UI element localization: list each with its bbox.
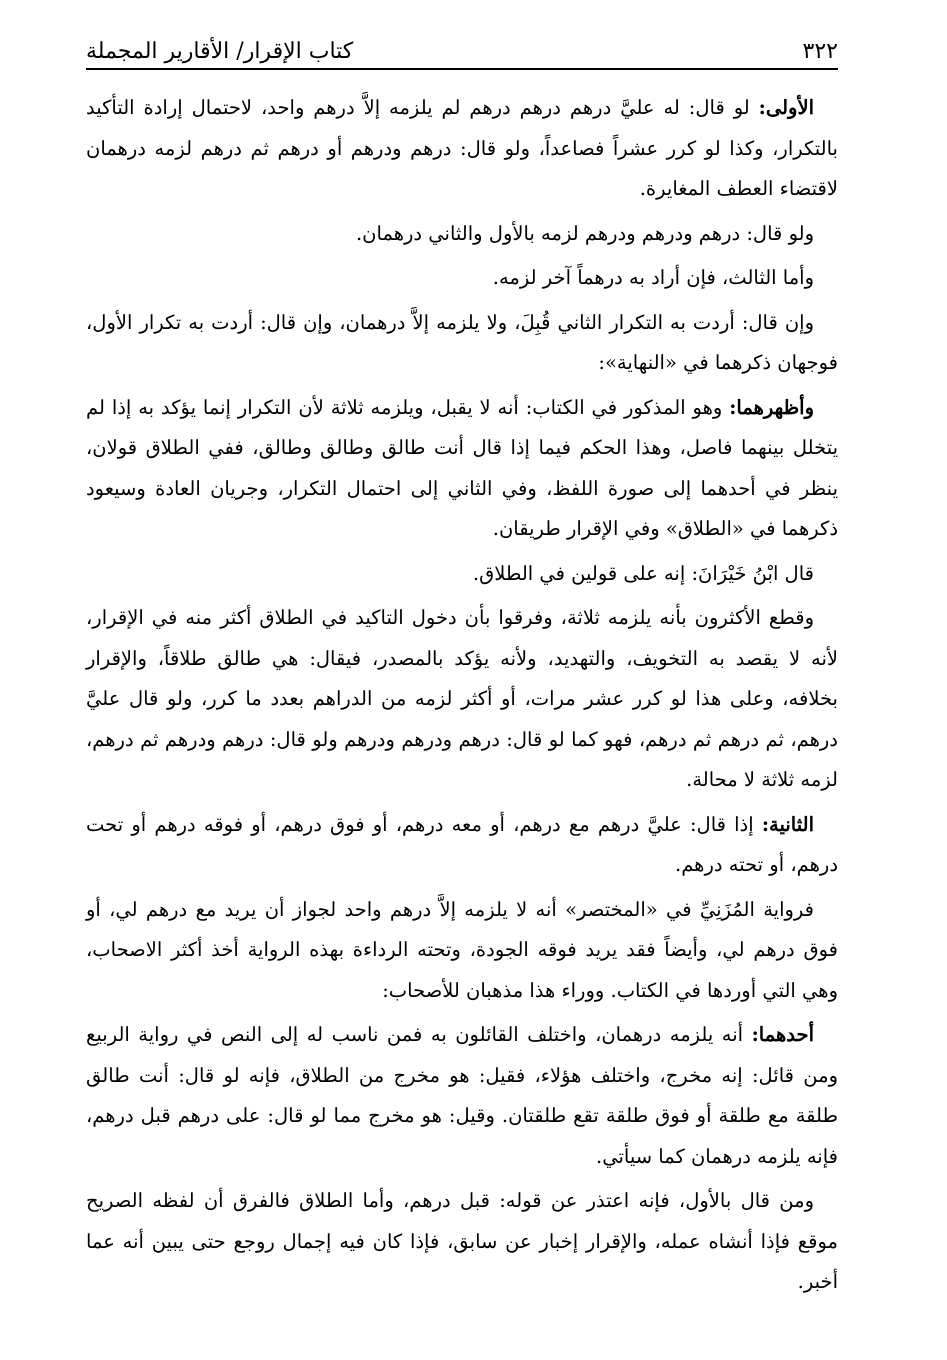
- paragraph: [86, 303, 838, 384]
- paragraph-text: وهو المذكور في الكتاب: أنه لا يقبل، ويلزمه ثلاثة لأن التكرار إنما يؤكد به إذا لم يتخلل بينهما فاصل، وهذا الحكم فيما إذا قال أنت طالق وطالق وطالق، ففي الطلاق قولان، ينظر في أحدهما إلى صورة اللفظ، وفي الثاني إلى احتمال التكرار، وجريان العادة وسيعود ذكرهما في «الطلاق» وفي الإقرار طريقان.: [86, 395, 838, 540]
- running-title: كتاب الإقرار/ الأقارير المجملة: [86, 39, 354, 64]
- paragraph: [86, 598, 838, 801]
- paragraph-text: وقطع الأكثرون بأنه يلزمه ثلاثة، وفرقوا بأن دخول التاكيد في الطلاق أكثر منه في الإقرار، لأنه لا يقصد به التخويف، والتهديد، ولأنه يؤكد بالمصدر، فيقال: هي طالق طلاقاً، والإقرار بخلافه، وعلى هذا لو كرر عشر مرات، أو أكثر لزمه من الدراهم بعدد ما كرر، ولو قال عليَّ درهم، ثم درهم ثم درهم، فهو كما لو قال: درهم ودرهم ودرهم ولو قال: درهم ودرهم ثم درهم، لزمه ثلاثة لا محالة.: [86, 606, 838, 791]
- paragraph: [86, 214, 838, 255]
- page-number: ٣٢٢: [802, 39, 838, 64]
- paragraph-lead: الثانية:: [761, 812, 814, 836]
- paragraph-text: وإن قال: أردت به التكرار الثاني قُبِلَ، ولا يلزمه إلاَّ درهمان، وإن قال: أردت به تكرار الأول، فوجهان ذكرهما في «النهاية»:: [86, 310, 838, 374]
- header-divider: [86, 68, 838, 70]
- paragraph: [86, 1181, 838, 1303]
- paragraph-text: ولو قال: درهم ودرهم ودرهم لزمه بالأول والثاني درهمان.: [355, 221, 814, 245]
- paragraph: [86, 1015, 838, 1177]
- paragraph-text: أنه يلزمه درهمان، واختلف القائلون به فمن ناسب له إلى النص في رواية الربيع ومن قائل: إنه مخرج، واختلف هؤلاء، فقيل: هو مخرج من الطلاق، فإنه لو قال: أنت طالق طلقة مع طلقة أو فوق طلقة تقع طلقتان. وقيل: هو مخرج مما لو قال: على درهم قبل درهم، فإنه يلزمه درهمان كما سيأتي.: [86, 1023, 838, 1168]
- paragraph: [86, 554, 838, 595]
- paragraph-lead: أحدهما:: [751, 1023, 814, 1046]
- paragraph: [86, 88, 838, 210]
- paragraph: [86, 388, 838, 550]
- paragraph-text: ومن قال بالأول، فإنه اعتذر عن قوله: قبل درهم، وأما الطلاق فالفرق أن لفظه الصريح موقع فإذا أنشاه عمله، والإقرار إخبار عن سابق، فإذا كان فيه إجمال روجع حتى يبين أنه عما أخبر.: [86, 1189, 838, 1293]
- paragraph-lead: وأظهرهما:: [729, 395, 814, 419]
- paragraph-text: لو قال: له عليَّ درهم درهم درهم لم يلزمه إلاَّ درهم واحد، لاحتمال إرادة التأكيد بالتكرار، وكذا لو كرر عشراً فصاعداً، ولو قال: درهم ودرهم أو درهم ثم درهم لزمه درهمان لاقتضاء العطف المغايرة.: [86, 96, 838, 200]
- paragraph-text: فرواية المُزَنِيِّ في «المختصر» أنه لا يلزمه إلاَّ درهم واحد لجواز أن يريد مع درهم لي، أو فوق درهم لي، وأيضاً فقد يريد فوقه الجودة، وتحته الرداءة بهذه الرواية أخذ أكثر الاصحاب، وهي التي أوردها في الكتاب. ووراء هذا مذهبان للأصحاب:: [86, 897, 838, 1002]
- page-header: [86, 28, 838, 64]
- paragraph-text: وأما الثالث، فإن أراد به درهماً آخر لزمه.: [492, 266, 814, 289]
- page-body: [86, 88, 838, 1307]
- paragraph-lead: الأولى:: [758, 96, 814, 119]
- paragraph-text: قال ابْنُ خَيْرَانَ: إنه على قولين في الطلاق.: [472, 561, 814, 585]
- paragraph: [86, 805, 838, 886]
- paragraph-text: إذا قال: عليَّ درهم مع درهم، أو معه درهم، أو فوق درهم، أو فوقه درهم أو تحت درهم، أو تحته درهم.: [86, 812, 838, 876]
- paragraph: [86, 890, 838, 1012]
- paragraph: [86, 258, 838, 299]
